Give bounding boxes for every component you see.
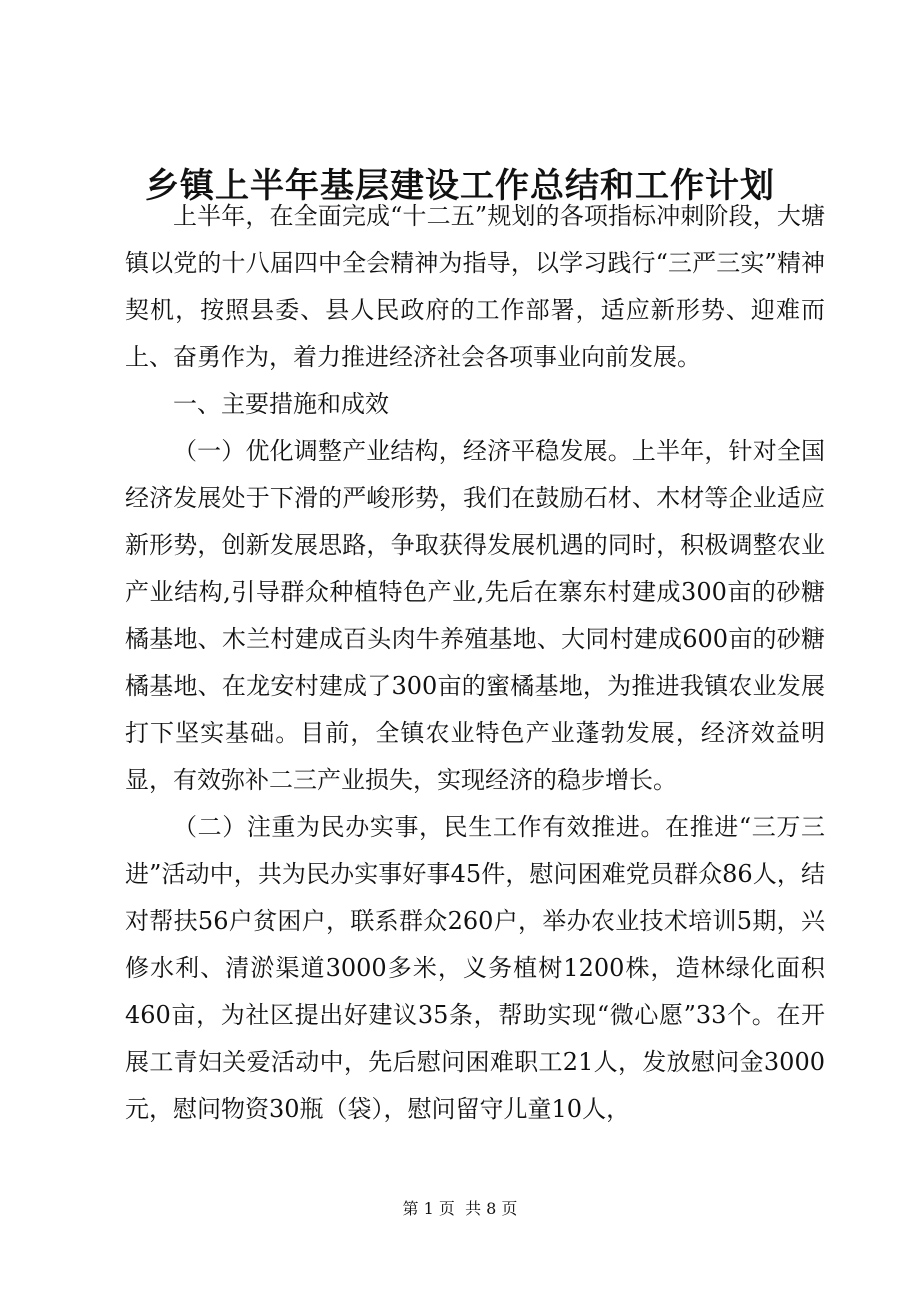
intro-paragraph: 上半年，在全面完成“十二五”规划的各项指标冲刺阶段，大塘镇以党的十八届四中全会精神为指导，以学习践行“三严三实”精神契机，按照县委、县人民政府的工作部署，适应新形势、迎难而上、奋勇作为，着力推进经济社会各项事业向前发展。 <box>125 202 825 371</box>
section-heading: 一、主要措施和成效 <box>173 390 389 418</box>
paragraph-industry: （一）优化调整产业结构，经济平稳发展。上半年，针对全国经济发展处于下滑的严峻形势，我们在鼓励石材、木材等企业适应新形势，创新发展思路，争取获得发展机遇的同时，积极调整农业产业结构,引导群众种植特色产业,先后在寨东村建成300亩的砂糖橘基地、木兰村建成百头肉牛养殖基地、大同村建成600亩的砂糖橘基地、在龙安村建成了300亩的蜜橘基地，为推进我镇农业发展打下坚实基础。目前，全镇农业特色产业蓬勃发展，经济效益明显，有效弥补二三产业损失，实现经济的稳步增长。 <box>125 437 825 794</box>
page-footer <box>0 1197 920 1221</box>
page-number: 第 1 页 共 8 页 <box>402 1199 518 1218</box>
document-body <box>125 193 825 1133</box>
paragraph-livelihood: （二）注重为民办实事，民生工作有效推进。在推进“三万三进”活动中，共为民办实事好事45件，慰问困难党员群众86人，结对帮扶56户贫困户，联系群众260户，举办农业技术培训5期，兴修水利、清淤渠道3000多米，义务植树1200株，造林绿化面积460亩，为社区提出好建议35条，帮助实现“微心愿”33个。在开展工青妇关爱活动中，先后慰问困难职工21人，发放慰问金3000元，慰问物资30瓶（袋），慰问留守儿童10人， <box>125 813 825 1123</box>
document-title: 乡镇上半年基层建设工作总结和工作计划 <box>145 166 775 206</box>
